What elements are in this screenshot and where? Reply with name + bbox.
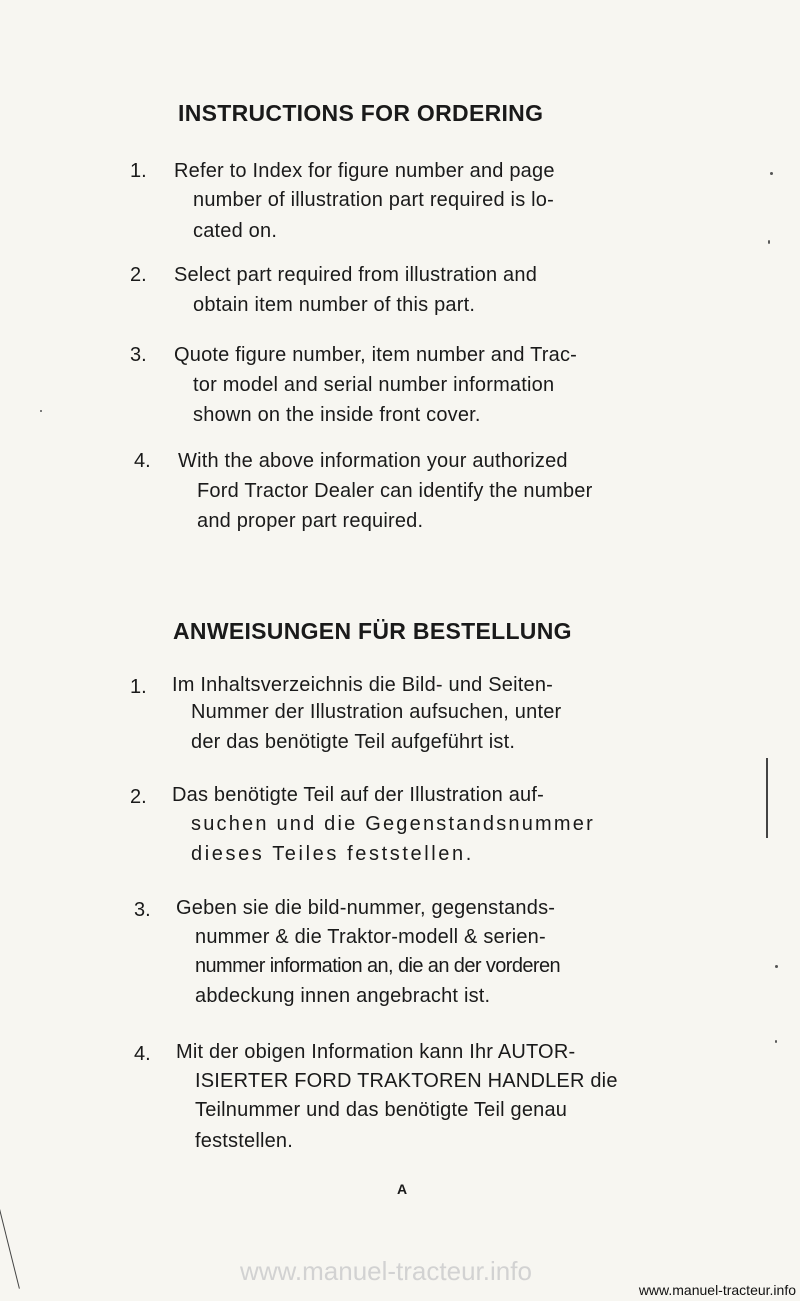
item-number: 4. [134, 1043, 151, 1065]
german-heading: ANWEISUNGEN FÜR BESTELLUNG [173, 618, 572, 644]
item-line: nummer & die Traktor-modell & serien- [195, 926, 546, 948]
item-line: With the above information your authorized [178, 450, 568, 472]
item-line: Select part required from illustration and [174, 264, 538, 286]
item-line: number of illustration part required is lo- [193, 189, 554, 211]
item-number: 1. [130, 676, 147, 698]
item-number: 4. [134, 450, 151, 472]
item-line: Teilnummer und das benötigte Teil genau [195, 1099, 568, 1121]
item-line: and proper part required. [197, 510, 424, 532]
item-line: Mit der obigen Information kann Ihr AUTOR- [176, 1041, 576, 1063]
item-line: tor model and serial number information [193, 374, 555, 396]
scan-edge-mark [0, 1201, 20, 1289]
english-heading: INSTRUCTIONS FOR ORDERING [178, 100, 544, 126]
scan-speck [770, 172, 773, 175]
item-number: 2. [130, 264, 147, 286]
corner-url: www.manuel-tracteur.info [638, 1282, 796, 1298]
item-line: abdeckung innen angebracht ist. [195, 985, 491, 1007]
item-line: Geben sie die bild-nummer, gegenstands- [176, 897, 556, 919]
item-line: Quote figure number, item number and Trac- [174, 344, 578, 366]
item-line: Ford Tractor Dealer can identify the number [197, 480, 593, 502]
scan-speck [775, 1040, 777, 1043]
item-number: 3. [134, 899, 151, 921]
item-line: obtain item number of this part. [193, 294, 476, 316]
item-line: cated on. [193, 220, 278, 242]
item-line: der das benötigte Teil aufgeführt ist. [191, 731, 516, 753]
item-line: Das benötigte Teil auf der Illustration auf- [172, 784, 544, 806]
item-line: suchen und die Gegenstandsnummer [191, 813, 595, 835]
item-line: Refer to Index for figure number and page [174, 160, 555, 182]
item-line: Im Inhaltsverzeichnis die Bild- und Seiten- [172, 674, 554, 696]
item-line: ISIERTER FORD TRAKTOREN HANDLER die [195, 1070, 618, 1092]
scan-speck [775, 965, 778, 968]
scan-edge-mark [766, 758, 768, 838]
item-number: 1. [130, 160, 147, 182]
item-line: shown on the inside front cover. [193, 404, 481, 426]
item-number: 2. [130, 786, 147, 808]
page-letter: A [397, 1181, 408, 1197]
scan-speck [768, 240, 770, 244]
watermark-text: www.manuel-tracteur.info [240, 1256, 532, 1286]
item-line: feststellen. [195, 1130, 294, 1152]
scan-speck [40, 410, 42, 412]
item-line: dieses Teiles feststellen. [191, 843, 474, 865]
item-line: Nummer der Illustration aufsuchen, unter [191, 701, 562, 723]
item-number: 3. [130, 344, 147, 366]
item-line: nummer information an, die an der vorderen [195, 955, 561, 977]
